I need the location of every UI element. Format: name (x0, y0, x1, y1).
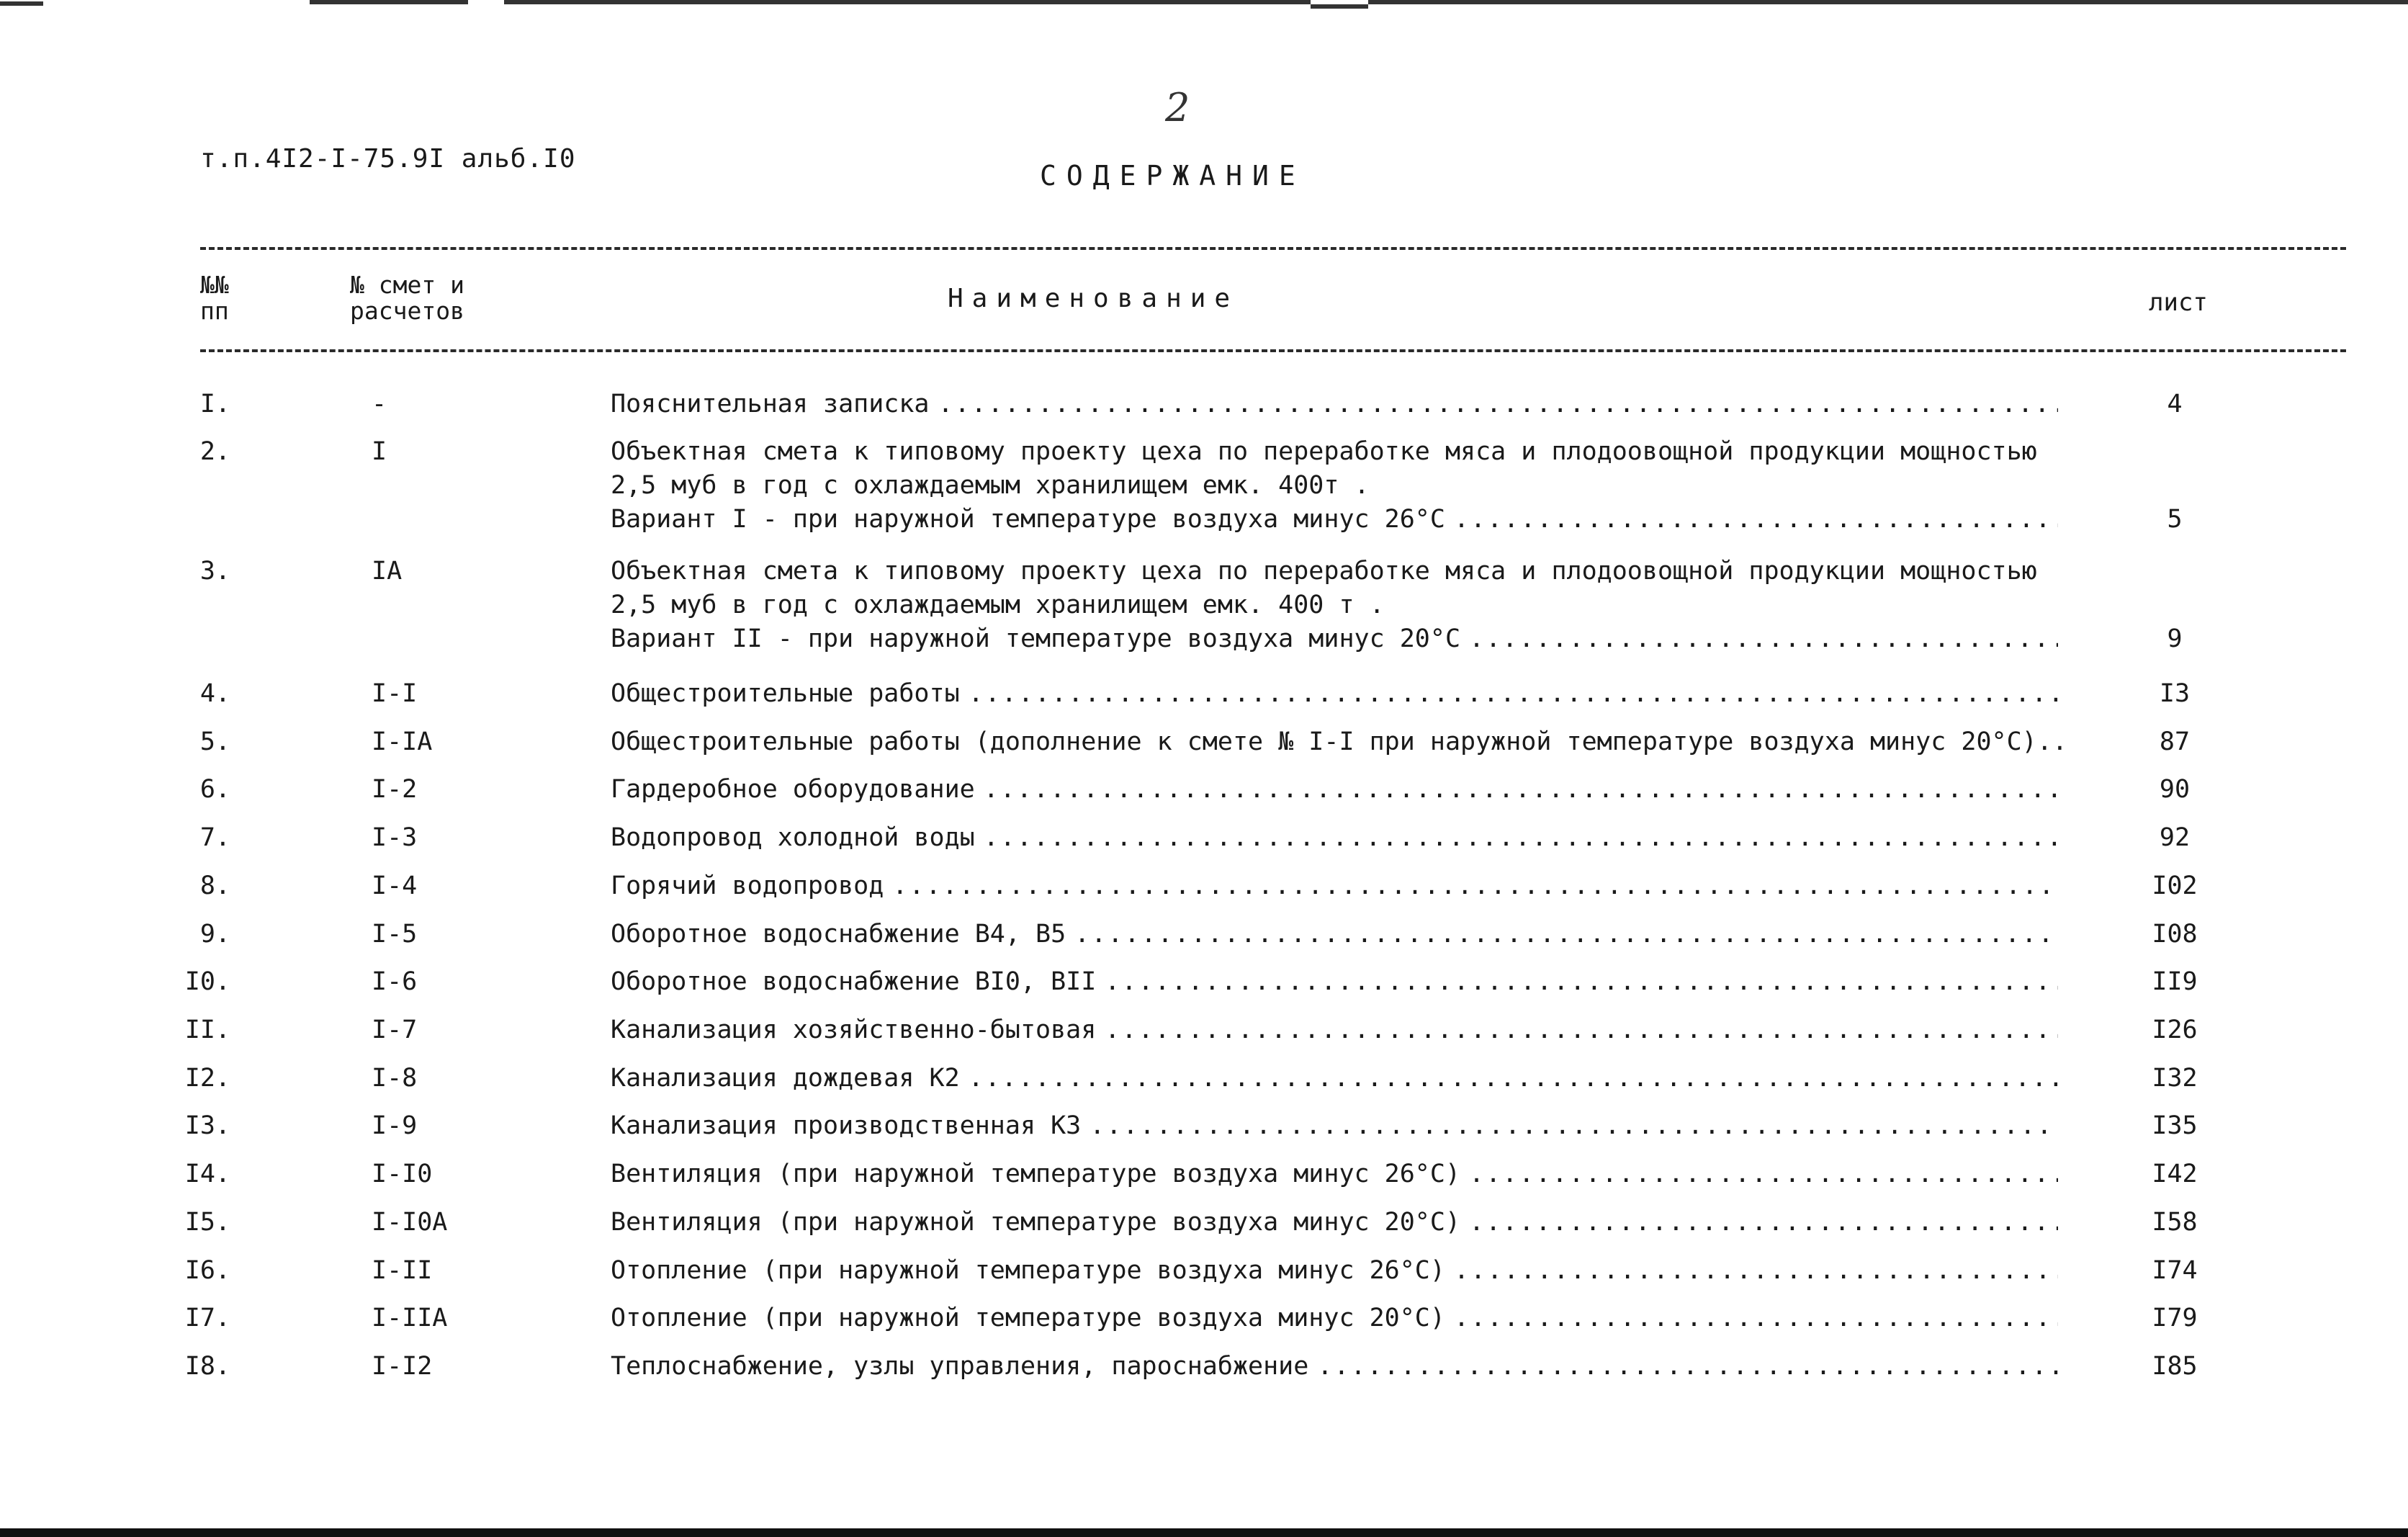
row-name (611, 1157, 2058, 1191)
row-sheet-number: 4 (2167, 390, 2183, 418)
row-estimate-code: I-IA (372, 727, 433, 756)
row-sheet-number: I58 (2152, 1208, 2198, 1237)
leader-dots (1469, 1157, 2058, 1191)
row-number: I4. (184, 1160, 230, 1188)
row-number: 7. (199, 823, 230, 852)
row-estimate-code: I-8 (372, 1064, 418, 1093)
row-name-line: Вентиляция (при наружной температуре воздуха минус 26°С) ..... (611, 1157, 2058, 1191)
row-name-line: Канализация хозяйственно-бытовая ..... (611, 1013, 2058, 1047)
row-name-line: Общестроительные работы ..... (611, 677, 2058, 711)
row-sheet-number: I02 (2152, 871, 2198, 900)
row-sheet-number: I35 (2152, 1111, 2198, 1140)
leader-dots (1469, 1206, 2058, 1240)
row-name (611, 773, 2058, 807)
row-name-line: Канализация дождевая К2 ..... (611, 1062, 2058, 1095)
header-bottom-rule (200, 349, 2346, 352)
row-sheet-number: I26 (2152, 1016, 2198, 1044)
row-number: 8. (199, 871, 230, 900)
column-header-number: №№ пп (200, 271, 229, 325)
row-name (611, 821, 2058, 855)
row-sheet-number: 90 (2159, 775, 2191, 804)
scan-top-edge (0, 0, 2408, 14)
row-estimate-code: I-4 (372, 871, 418, 900)
leader-dots (984, 821, 2058, 855)
row-sheet-number: I85 (2152, 1352, 2198, 1381)
leader-dots (1074, 918, 2058, 951)
row-number: 9. (199, 920, 230, 949)
row-name (611, 1350, 2058, 1384)
leader-dots (892, 869, 2058, 903)
row-sheet-number: I79 (2152, 1304, 2198, 1332)
document-reference: т.п.4I2-I-75.9I альб.I0 (200, 144, 576, 174)
row-number: I5. (184, 1208, 230, 1237)
row-sheet-number: 9 (2167, 624, 2183, 653)
row-number: II. (184, 1016, 230, 1044)
leader-dots (1090, 1109, 2058, 1143)
row-name-line: Теплоснабжение, узлы управления, пароснабжение ..... (611, 1350, 2058, 1384)
row-number: I2. (184, 1064, 230, 1093)
column-header-estimate-code: № смет и расчетов (350, 271, 464, 325)
row-number: I0. (184, 967, 230, 996)
row-estimate-code: - (372, 390, 387, 418)
leader-dots (1469, 622, 2058, 656)
leader-dots (969, 1062, 2058, 1095)
row-name-line: Отопление (при наружной температуре воздуха минус 26°С) ..... (611, 1254, 2058, 1288)
row-name (611, 725, 2067, 759)
leader-dots (1105, 965, 2058, 999)
row-name (611, 869, 2058, 903)
row-sheet-number: 87 (2159, 727, 2191, 756)
row-name-line: Вариант II - при наружной температуре воздуха минус 20°С ..... (611, 622, 2058, 656)
row-name-line: Канализация производственная К3 ..... (611, 1109, 2058, 1143)
row-estimate-code: I (372, 437, 387, 466)
scan-bottom-edge (0, 1528, 2408, 1537)
row-estimate-code: I-2 (372, 775, 418, 804)
column-header-name: Наименование (948, 284, 1239, 313)
row-number: 6. (199, 775, 230, 804)
row-name-line: Общестроительные работы (дополнение к смете № I-I при наружной температуре воздуха минус 20°С).. (611, 727, 2067, 756)
row-sheet-number: II9 (2152, 967, 2198, 996)
row-name (611, 1013, 2058, 1047)
row-name (611, 387, 2058, 421)
row-estimate-code: IA (372, 557, 403, 586)
row-sheet-number: I74 (2152, 1256, 2198, 1285)
row-number: 2. (199, 437, 230, 466)
row-estimate-code: I-I2 (372, 1352, 433, 1381)
leader-dots (1454, 1254, 2058, 1288)
row-estimate-code: I-6 (372, 967, 418, 996)
row-estimate-code: I-3 (372, 823, 418, 852)
row-number: 4. (199, 679, 230, 708)
leader-dots (938, 387, 2058, 421)
row-sheet-number: 5 (2167, 505, 2183, 534)
leader-dots (1454, 1301, 2058, 1335)
row-sheet-number: I3 (2159, 679, 2191, 708)
row-name (611, 1062, 2058, 1095)
page-title: СОДЕРЖАНИЕ (1040, 160, 1306, 192)
row-estimate-code: I-5 (372, 920, 418, 949)
row-estimate-code: I-IIА (372, 1304, 448, 1332)
row-name (611, 677, 2058, 711)
row-name-line: Отопление (при наружной температуре воздуха минус 20°С) ..... (611, 1301, 2058, 1335)
column-header-sheet: лист (2149, 288, 2208, 317)
row-sheet-number: I32 (2152, 1064, 2198, 1093)
header-top-rule (200, 247, 2346, 250)
row-estimate-code: I-I0А (372, 1208, 448, 1237)
row-estimate-code: I-9 (372, 1111, 418, 1140)
row-name-line: Вариант I - при наружной температуре воздуха минус 26°С ..... (611, 503, 2058, 537)
row-name-line: Объектная смета к типовому проекту цеха по переработке мяса и плодоовощной продукции мощностью (611, 437, 2037, 466)
row-name (611, 555, 2058, 656)
row-name-line: Вентиляция (при наружной температуре воздуха минус 20°С) ..... (611, 1206, 2058, 1240)
row-name-line: 2,5 муб в год с охлаждаемым хранилищем емк. 400 т . (611, 591, 1385, 619)
row-number: 3. (199, 557, 230, 586)
row-estimate-code: I-7 (372, 1016, 418, 1044)
row-name-line: Оборотное водоснабжение В4, В5 ..... (611, 918, 2058, 951)
row-estimate-code: I-II (372, 1256, 433, 1285)
row-number: I7. (184, 1304, 230, 1332)
row-number: I. (199, 390, 230, 418)
row-name-line: Гардеробное оборудование ..... (611, 773, 2058, 807)
row-sheet-number: 92 (2159, 823, 2191, 852)
leader-dots (1454, 503, 2058, 537)
row-name (611, 965, 2058, 999)
row-estimate-code: I-I0 (372, 1160, 433, 1188)
row-name-line: 2,5 муб в год с охлаждаемым хранилищем емк. 400т . (611, 471, 1370, 500)
row-name (611, 1254, 2058, 1288)
row-name-line: Оборотное водоснабжение ВI0, ВII ..... (611, 965, 2058, 999)
row-number: I8. (184, 1352, 230, 1381)
row-estimate-code: I-I (372, 679, 418, 708)
row-sheet-number: I08 (2152, 920, 2198, 949)
row-name (611, 1206, 2058, 1240)
row-name-line: Горячий водопровод ..... (611, 869, 2058, 903)
row-name-line: Объектная смета к типовому проекту цеха по переработке мяса и плодоовощной продукции мощностью (611, 557, 2037, 586)
row-name (611, 1301, 2058, 1335)
row-name (611, 918, 2058, 951)
row-sheet-number: I42 (2152, 1160, 2198, 1188)
page-number: 2 (1165, 85, 1190, 130)
leader-dots (969, 677, 2058, 711)
row-name (611, 435, 2058, 537)
row-number: 5. (199, 727, 230, 756)
leader-dots (984, 773, 2058, 807)
leader-dots (1317, 1350, 2058, 1384)
row-name (611, 1109, 2058, 1143)
row-name-line: Водопровод холодной воды ..... (611, 821, 2058, 855)
row-number: I3. (184, 1111, 230, 1140)
row-number: I6. (184, 1256, 230, 1285)
row-name-line: Пояснительная записка ..... (611, 387, 2058, 421)
leader-dots (1105, 1013, 2058, 1047)
